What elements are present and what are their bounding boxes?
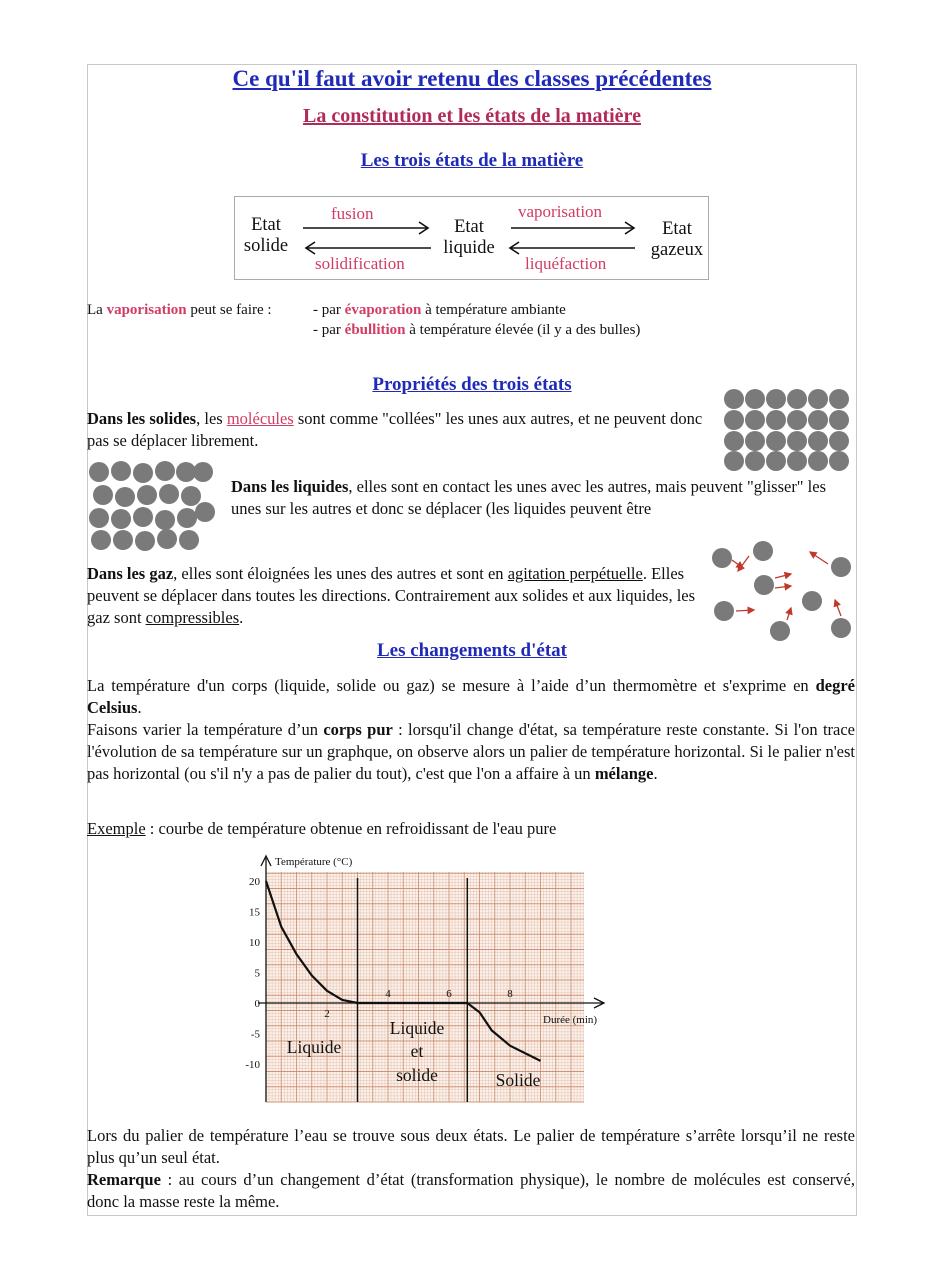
- melange: mélange: [594, 764, 654, 783]
- page-subtitle: La constitution et les états de la matière: [303, 105, 641, 127]
- state-liquid-line2: liquide: [443, 238, 495, 258]
- closing-paragraph: [87, 1125, 855, 1213]
- gases-paragraph: [87, 563, 702, 629]
- p1-c: .: [137, 698, 142, 717]
- example-label: Exemple: [87, 819, 146, 838]
- vapo-evaporation: évaporation: [344, 302, 422, 318]
- remarque-label: Remarque: [87, 1170, 161, 1189]
- state-solid-line1: Etat: [251, 215, 281, 235]
- y-tick-label: 20: [249, 876, 260, 888]
- liquids-paragraph: [231, 476, 831, 520]
- p2-c: : lorsqu'il change d'état, sa température reste constante. Si l'on trace l'évolution de sa température sur un graphque, on observe alors un palier de température horizontal. Si le palier n'est pas horizontal (ou s'il n'y a pas de palier du tout), c'est que l'on a affaire à un: [87, 720, 856, 783]
- solid-molecules-image: [722, 387, 854, 473]
- vaporisation-line2: [313, 320, 640, 340]
- solids-t1: , les: [196, 409, 227, 428]
- vapo-post: peut se faire :: [186, 302, 272, 318]
- state-solid-line2: solide: [243, 236, 289, 256]
- liquid-molecules-image: [87, 460, 217, 552]
- y-tick-label: -5: [250, 1028, 260, 1041]
- state-gas-line2: gazeux: [650, 240, 704, 260]
- x-tick-label: 6: [446, 988, 452, 1000]
- arrow-label-liquefaction: liquéfaction: [525, 254, 607, 273]
- page-title: Ce qu'il faut avoir retenu des classes précédentes: [232, 66, 712, 91]
- x-tick-label: 4: [385, 988, 391, 1000]
- gas-molecules-image: [705, 538, 855, 644]
- state-gas-line1: Etat: [662, 219, 692, 239]
- vapo-word: vaporisation: [106, 302, 187, 318]
- compressibles-underlined: compressibles: [145, 608, 240, 627]
- vapo-line2-post: à température élevée (il y a des bulles): [405, 322, 641, 338]
- vapo-line1-post: à température ambiante: [421, 302, 566, 318]
- region-liquid-label: Liquide: [286, 1037, 342, 1057]
- gases-t2: . Elles peuvent se déplacer dans toutes les directions. Contrairement aux solides et aux liquides, les gaz sont: [87, 564, 696, 627]
- vapo-line2-pre: - par: [313, 322, 345, 338]
- temperature-chart: [238, 850, 610, 1105]
- vapo-ebullition: ébullition: [344, 322, 406, 338]
- region-liquid-solid-label-2: et: [410, 1041, 424, 1061]
- molecules-link: molécules: [226, 409, 294, 428]
- state-arrows: [235, 197, 710, 281]
- x-tick-label: 2: [324, 1008, 330, 1020]
- palier-text: Lors du palier de température l’eau se trouve sous deux états. Le palier de température s’arrête lorsqu’il ne reste plus qu’un seul état.: [87, 1126, 855, 1167]
- y-tick-label: -10: [245, 1059, 260, 1071]
- vapo-pre: La: [87, 302, 107, 318]
- gases-t1: , elles sont éloignées les unes des autres et sont en: [173, 564, 508, 583]
- gases-bold: Dans les gaz: [87, 564, 174, 583]
- state-liquid-line1: Etat: [454, 217, 484, 237]
- p2-a: Faisons varier la température d’un: [87, 720, 324, 739]
- gases-t3: .: [239, 608, 244, 627]
- states-diagram: [234, 196, 709, 280]
- example-text: : courbe de température obtenue en refroidissant de l'eau pure: [145, 819, 557, 838]
- p2-e: .: [653, 764, 658, 783]
- y-axis-title: Température (°C): [275, 856, 353, 868]
- solids-paragraph: [87, 408, 712, 452]
- section-heading-states: Les trois états de la matière: [360, 150, 584, 171]
- section-heading-properties: Propriétés des trois états: [372, 374, 572, 395]
- region-solid-label: Solide: [495, 1070, 541, 1090]
- solids-t2: sont comme "collées" les unes aux autres, et ne peuvent donc pas se déplacer librement.: [87, 409, 703, 450]
- corps-pur: corps pur: [323, 720, 393, 739]
- y-tick-label: 15: [249, 906, 260, 919]
- solids-bold: Dans les solides: [87, 409, 197, 428]
- region-liquid-solid-label-1: Liquide: [389, 1018, 445, 1038]
- y-tick-label: 5: [254, 967, 260, 980]
- y-tick-label: 0: [254, 998, 260, 1010]
- section-heading-changes: Les changements d'état: [377, 640, 567, 661]
- liquids-bold: Dans les liquides: [231, 477, 349, 496]
- y-tick-label: 10: [249, 937, 260, 949]
- p1-a: La température d'un corps (liquide, solide ou gaz) se mesure à l’aide d’un thermomètre et s'exprime en: [87, 676, 816, 695]
- temperature-paragraph: [87, 675, 855, 785]
- region-liquid-solid-label-3: solide: [396, 1065, 438, 1085]
- agitation-underlined: agitation perpétuelle: [507, 564, 643, 583]
- arrow-label-vaporisation: vaporisation: [518, 202, 603, 221]
- x-tick-label: 8: [507, 988, 513, 1000]
- arrow-label-solidification: solidification: [315, 254, 405, 273]
- vaporisation-line1: [313, 300, 566, 320]
- remarque-text: : au cours d’un changement d’état (transformation physique), le nombre de molécules est conservé, donc la masse reste la même.: [87, 1170, 855, 1211]
- x-axis-title: Durée (min): [543, 1014, 598, 1026]
- liquids-t1: , elles sont en contact les unes avec les autres, mais peuvent "glisser" les unes sur les autres et donc se déplacer (les liquides peuvent être: [231, 477, 826, 518]
- example-line: [87, 818, 556, 840]
- arrow-label-fusion: fusion: [331, 204, 374, 223]
- vaporisation-intro: [87, 300, 272, 320]
- degre-celsius: degré Celsius: [87, 676, 855, 717]
- vapo-line1-pre: - par: [313, 302, 345, 318]
